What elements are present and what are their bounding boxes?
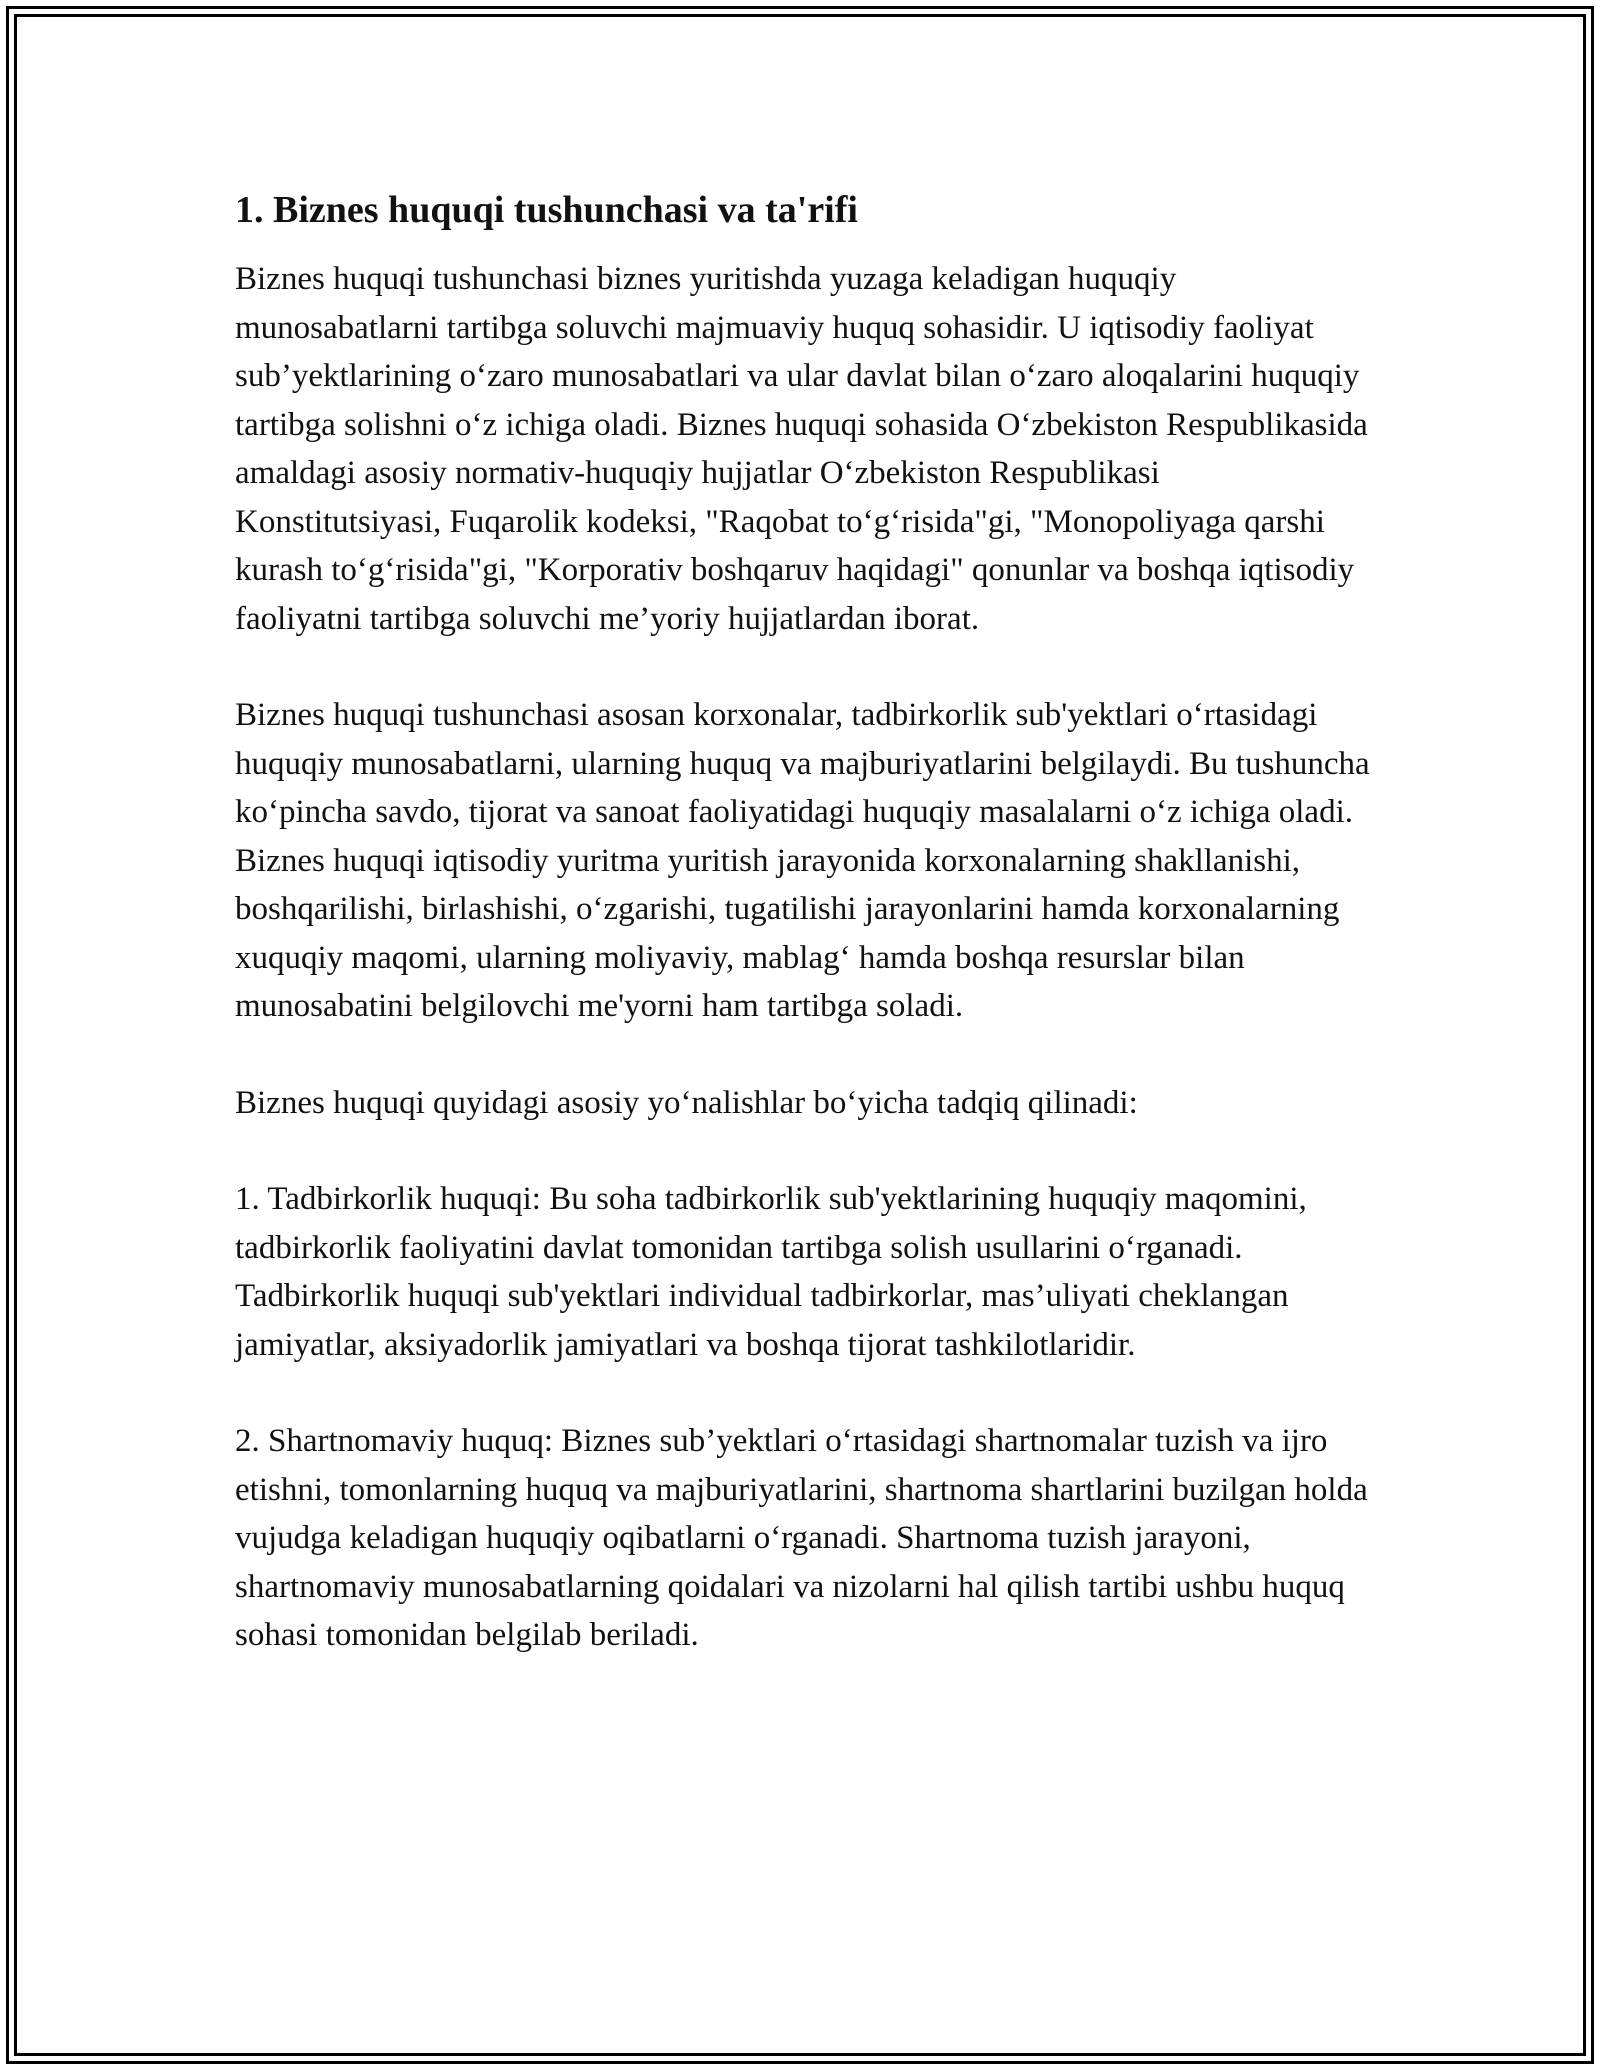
paragraph-definition: Biznes huquqi tushunchasi biznes yuritishda yuzaga keladigan huquqiy munosabatlarni tartibga soluvchi majmuaviy huquq sohasidir. U iqtisodiy faoliyat sub’yektlarining o‘zaro munosabatlari va ular davlat bilan o‘zaro aloqalarini huquqiy tartibga solishni o‘z ichiga oladi. Biznes huquqi sohasida O‘zbekiston Respublikasida amaldagi asosiy normativ-huquqiy hujjatlar O‘zbekiston Respublikasi Konstitutsiyasi, Fuqarolik kodeksi, "Raqobat to‘g‘risida"gi, "Monopoliyaga qarshi kurash to‘g‘risida"gi, "Korporativ boshqaruv haqidagi" qonunlar va boshqa iqtisodiy faoliyatni tartibga soluvchi me’yoriy hujjatlardan iborat. — [235, 261, 1368, 637]
paragraph-entrepreneurship-law: 1. Tadbirkorlik huquqi: Bu soha tadbirkorlik sub'yektlarining huquqiy maqomini, tadbirkorlik faoliyatini davlat tomonidan tartibga solish usullarini o‘rganadi. Tadbirkorlik huquqi sub'yektlari individual tadbirkorlar, mas’uliyati cheklangan jamiyatlar, aksiyadorlik jamiyatlari va boshqa tijorat tashkilotlaridir. — [235, 1181, 1307, 1363]
paragraph-contract-law: 2. Shartnomaviy huquq: Biznes sub’yektlari o‘rtasidagi shartnomalar tuzish va ijro etishni, tomonlarning huquq va majburiyatlarini, shartnoma shartlarini buzilgan holda vujudga keladigan huquqiy oqibatlarni o‘rganadi. Shartnoma tuzish jarayoni, shartnomaviy munosabatlarning qoidalari va nizolarni hal qilish tartibi ushbu huquq sohasi tomonidan belgilab beriladi. — [235, 1423, 1368, 1653]
paragraph-scope: Biznes huquqi tushunchasi asosan korxonalar, tadbirkorlik sub'yektlari o‘rtasidagi huquqiy munosabatlarni, ularning huquq va majburiyatlarini belgilaydi. Bu tushuncha ko‘pincha savdo, tijorat va sanoat faoliyatidagi huquqiy masalalarni o‘z ichiga oladi. Biznes huquqi iqtisodiy yuritma yuritish jarayonida korxonalarning shakllanishi, boshqarilishi, birlashishi, o‘zgarishi, tugatilishi jarayonlarini hamda korxonalarning xuquqiy maqomi, ularning moliyaviy, mablag‘ hamda boshqa resurslar bilan munosabatini belgilovchi me'yorni ham tartibga soladi. — [235, 697, 1370, 1024]
document-body — [235, 185, 1370, 1708]
section-title: 1. Biznes huquqi tushunchasi va ta'rifi — [235, 189, 858, 231]
paragraph-directions-intro: Biznes huquqi quyidagi asosiy yo‘nalishlar bo‘yicha tadqiq qilinadi: — [235, 1084, 1138, 1121]
